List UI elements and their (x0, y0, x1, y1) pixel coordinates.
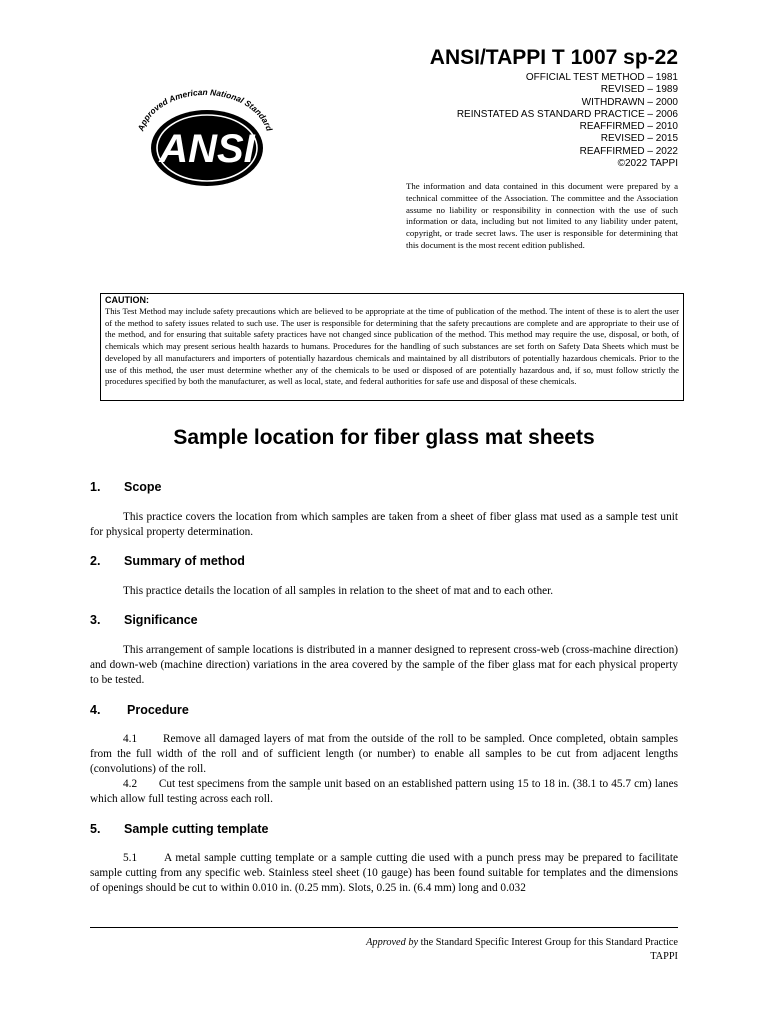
section-title: Procedure (127, 703, 189, 717)
section-heading-procedure (90, 703, 189, 717)
section-title: Sample cutting template (124, 822, 269, 836)
scope-paragraph: This practice covers the location from which samples are taken from a sheet of fiber glass mat used as a sample test unit for physical property determination. (90, 511, 678, 538)
logo-text: ANSI (159, 127, 255, 171)
section-title: Significance (124, 613, 198, 627)
revision-history (457, 72, 678, 170)
template-paragraph-5-1: 5.1 A metal sample cutting template or a sample cutting die used with a punch press may be prepared to facilitate sample cutting from any specific web. Stainless steel sheet (10 gauge) has been found suitable for templates and the dimensions of openings should be cut to within 0.010 in. (0.25 mm). Slots, 0.25 in. (6.4 mm) long and 0.032 (90, 852, 678, 894)
section-number: 3. (90, 613, 101, 627)
section-title: Summary of method (124, 554, 245, 568)
footer (366, 936, 678, 963)
summary-paragraph: This practice details the location of all samples in relation to the sheet of mat and to each other. (123, 585, 554, 597)
section-number: 1. (90, 480, 101, 494)
logo-arc-text: Approved American National Standard (135, 86, 275, 133)
document-designation: ANSI/TAPPI T 1007 sp-22 (429, 46, 678, 69)
footer-org: TAPPI (650, 950, 678, 962)
section-heading-scope (90, 480, 162, 494)
section-heading-template (90, 822, 268, 836)
significance-paragraph: This arrangement of sample locations is distributed in a manner designed to represent cross-web (cross-machine direction) and down-web (machine direction) variations in the area covered by the sample of the fiber glass mat for each physical property to be tested. (90, 644, 678, 686)
history-line: REVISED – 1989 (600, 84, 678, 96)
page-title: Sample location for fiber glass mat sheets (173, 426, 595, 449)
section-number: 2. (90, 554, 101, 568)
disclaimer: The information and data contained in this document were prepared by a technical committee of the Association. The committee and the Association assume no liability or responsibility in connection with the use of such information or data, including but not limited to any liability under patent, copyright, or trade secret laws. The user is responsible for determining that this document is the most recent edition published. (406, 181, 678, 250)
section-number: 4. (90, 703, 101, 717)
history-line: WITHDRAWN – 2000 (581, 96, 678, 108)
footer-divider (90, 927, 678, 928)
section-number: 5. (90, 822, 101, 836)
history-line: REVISED – 2015 (600, 133, 678, 145)
section-heading-significance (90, 613, 198, 627)
history-line: REINSTATED AS STANDARD PRACTICE – 2006 (456, 108, 678, 120)
approval-line (366, 936, 678, 950)
history-line: REAFFIRMED – 2022 (579, 145, 678, 157)
history-line: OFFICIAL TEST METHOD – 1981 (525, 72, 678, 83)
section-title: Scope (124, 480, 162, 494)
approved-by-label: Approved by (366, 937, 419, 948)
section-heading-summary (90, 554, 245, 568)
caution-text: This Test Method may include safety precautions which are believed to be appropriate at the time of publication of the method. The intent of these is to alert the user of the method to safety issues related to such use. The user is responsible for determining that the safety precautions are complete and are appropriate to their use of the method, and for ensuring that suitable safety practices have not changed since publication of the method. This method may require the use, disposal, or both, of chemicals which may present serious health hazards to humans. Procedures for the handling of such substances are set forth on Safety Data Sheets which must be developed by all manufacturers and importers of potentially hazardous chemicals and maintained by all distributors of potentially hazardous chemicals. Prior to the use of this method, the user must determine whether any of the chemicals to be used or disposed of are potentially hazardous and, if so, must follow strictly the procedures specified by both the manufacturer, as well as local, state, and federal authorities for safe use and disposal of these chemicals. (105, 306, 679, 387)
procedure-paragraph-4-1: 4.1 Remove all damaged layers of mat from the outside of the roll to be sampled. Once completed, obtain samples from the full width of the roll and of sufficient length (or number) to enable all samples to be cut from adjacent lengths (convolutions) of the roll. (90, 733, 678, 775)
history-line: REAFFIRMED – 2010 (579, 121, 678, 133)
procedure-paragraph-4-2: 4.2 Cut test specimens from the sample unit based on an established pattern using 15 to 18 in. (38.1 to 45.7 cm) lanes which allow full testing across each roll. (90, 778, 678, 805)
caution-title: CAUTION: (105, 295, 149, 305)
ansi-logo (120, 78, 290, 200)
history-line: ©2022 TAPPI (617, 158, 678, 170)
approval-text: the Standard Specific Interest Group for this Standard Practice (418, 937, 678, 948)
caution-box (100, 293, 684, 401)
